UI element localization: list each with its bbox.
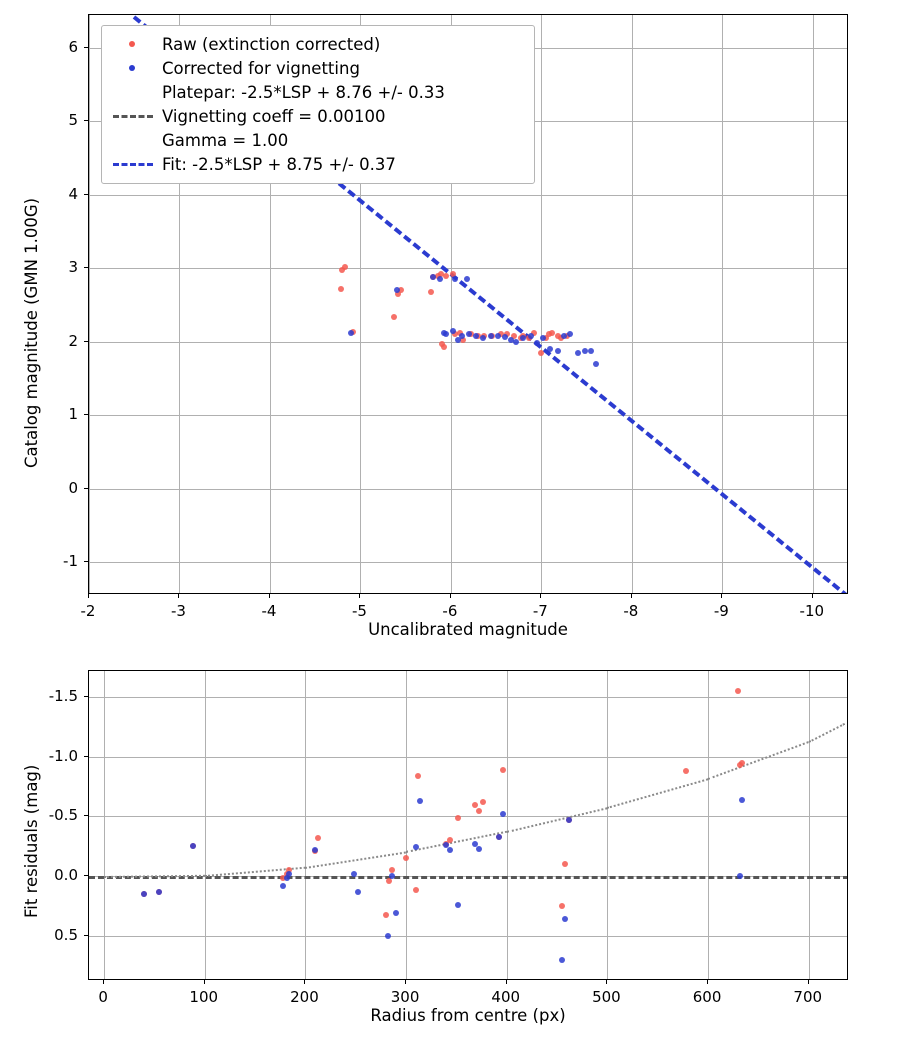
gridline-vertical [809, 671, 810, 979]
gridline-vertical [305, 671, 306, 979]
y-tick-label: -1.0 [48, 746, 78, 765]
y-tick-label: 1 [68, 405, 78, 424]
legend-label-fit: Fit: -2.5*LSP + 8.75 +/- 0.37 [162, 154, 396, 174]
legend-label-platepar: Platepar: -2.5*LSP + 8.76 +/- 0.33 [162, 82, 445, 102]
data-point [455, 902, 461, 908]
data-point [394, 287, 400, 293]
data-point [562, 861, 568, 867]
x-tick-label: -2 [80, 602, 96, 620]
y-tick [84, 488, 88, 489]
x-tick [269, 594, 270, 598]
gridline-horizontal [89, 697, 847, 698]
y-tick-label: 3 [68, 258, 78, 277]
gridline-vertical [205, 671, 206, 979]
gridline-horizontal [89, 342, 847, 343]
gridline-horizontal [89, 268, 847, 269]
data-point [480, 799, 486, 805]
data-point [739, 797, 745, 803]
gridline-vertical [89, 15, 90, 593]
vignetting-curve [808, 724, 844, 744]
data-point [737, 873, 743, 879]
x-tick-label: 600 [692, 988, 722, 1006]
x-tick-label: 400 [491, 988, 521, 1006]
data-point [455, 815, 461, 821]
data-point [561, 333, 567, 339]
x-tick-label: -6 [442, 602, 458, 620]
gridline-vertical [632, 15, 633, 593]
data-point [393, 910, 399, 916]
legend-marker-raw-icon [112, 34, 154, 54]
y-tick [84, 935, 88, 936]
legend-marker-gamma-icon [112, 130, 154, 150]
data-point [480, 335, 486, 341]
legend-marker-corrected-icon [112, 58, 154, 78]
data-point [430, 274, 436, 280]
y-tick [84, 875, 88, 876]
y-tick-label: 0 [68, 478, 78, 497]
x-tick [103, 980, 104, 984]
y-axis-label-bottom: Fit residuals (mag) [22, 764, 41, 918]
x-tick-label: 700 [793, 988, 823, 1006]
data-point [588, 348, 594, 354]
data-point [593, 361, 599, 367]
x-tick-label: 200 [290, 988, 319, 1006]
vignetting-curve [708, 741, 809, 780]
data-point [538, 350, 544, 356]
data-point [286, 871, 292, 877]
legend-item-vignetting-coeff [112, 104, 524, 128]
y-tick [84, 414, 88, 415]
data-point [476, 846, 482, 852]
data-point [495, 333, 501, 339]
y-tick [84, 47, 88, 48]
y-tick [84, 756, 88, 757]
x-tick [359, 594, 360, 598]
legend-item-fit [112, 152, 524, 176]
data-point [443, 273, 449, 279]
data-point [566, 817, 572, 823]
data-point [348, 330, 354, 336]
y-tick [84, 120, 88, 121]
y-tick-label: -0.5 [48, 806, 78, 825]
x-tick [304, 980, 305, 984]
gridline-horizontal [89, 936, 847, 937]
x-axis-label-top: Uncalibrated magnitude [368, 620, 568, 639]
data-point [488, 333, 494, 339]
data-point [476, 808, 482, 814]
data-point [156, 889, 162, 895]
data-point [735, 688, 741, 694]
x-tick-label: 100 [189, 988, 219, 1006]
data-point [443, 331, 449, 337]
legend-marker-vignetting-icon [112, 106, 154, 126]
data-point [383, 912, 389, 918]
legend-top [101, 25, 535, 184]
gridline-vertical [104, 671, 105, 979]
x-tick-label: -3 [170, 602, 186, 620]
data-point [575, 350, 581, 356]
data-point [280, 883, 286, 889]
gridline-horizontal [89, 489, 847, 490]
x-tick-label: 300 [390, 988, 420, 1006]
x-tick-label: -4 [261, 602, 277, 620]
x-tick [721, 594, 722, 598]
vignetting-curve [305, 851, 406, 868]
gridline-vertical [541, 15, 542, 593]
legend-item-corrected [112, 56, 524, 80]
data-point [338, 286, 344, 292]
data-point [413, 887, 419, 893]
data-point [559, 903, 565, 909]
gridline-horizontal [89, 816, 847, 817]
legend-marker-fit-icon [112, 154, 154, 174]
y-axis-label-top: Catalog magnitude (GMN 1.00G) [22, 197, 41, 468]
legend-marker-platepar-icon [112, 82, 154, 102]
x-tick-label: -5 [351, 602, 367, 620]
legend-label-corrected: Corrected for vignetting [162, 58, 360, 78]
y-tick [84, 194, 88, 195]
data-point [447, 847, 453, 853]
data-point [500, 767, 506, 773]
data-point [355, 889, 361, 895]
data-point [452, 276, 458, 282]
x-tick [707, 980, 708, 984]
data-point [559, 957, 565, 963]
data-point [415, 773, 421, 779]
legend-item-platepar [112, 80, 524, 104]
vignetting-curve [607, 778, 708, 809]
y-tick-label: -1.5 [48, 687, 78, 706]
data-point [472, 802, 478, 808]
y-tick [84, 341, 88, 342]
data-point [534, 340, 540, 346]
y-tick-label: 4 [68, 184, 78, 203]
y-tick [84, 696, 88, 697]
y-tick-label: 5 [68, 111, 78, 130]
data-point [312, 847, 318, 853]
y-tick-label: 0.5 [54, 925, 78, 944]
x-tick [450, 594, 451, 598]
x-tick [178, 594, 179, 598]
legend-label-vignetting-coeff: Vignetting coeff = 0.00100 [162, 106, 386, 126]
data-point [466, 331, 472, 337]
data-point [562, 916, 568, 922]
x-tick-label: 0 [98, 988, 108, 1006]
y-tick-label: -1 [63, 551, 78, 570]
data-point [141, 891, 147, 897]
x-tick-label: -9 [713, 602, 729, 620]
data-point [403, 855, 409, 861]
gridline-horizontal [89, 195, 847, 196]
legend-label-gamma: Gamma = 1.00 [162, 130, 289, 150]
data-point [385, 933, 391, 939]
gridline-horizontal [89, 562, 847, 563]
gridline-vertical [722, 15, 723, 593]
data-point [528, 333, 534, 339]
gridline-vertical [507, 671, 508, 979]
data-point [500, 811, 506, 817]
data-point [496, 834, 502, 840]
y-tick [84, 815, 88, 816]
y-tick-label: 2 [68, 331, 78, 350]
data-point [567, 331, 573, 337]
x-tick [88, 594, 89, 598]
legend-item-raw [112, 32, 524, 56]
data-point [417, 798, 423, 804]
data-point [540, 335, 546, 341]
y-tick [84, 561, 88, 562]
gridline-vertical [406, 671, 407, 979]
data-point [582, 348, 588, 354]
data-point [450, 328, 456, 334]
data-point [413, 844, 419, 850]
data-point [351, 871, 357, 877]
data-point [391, 314, 397, 320]
gridline-vertical [813, 15, 814, 593]
data-point [441, 344, 447, 350]
data-point [342, 264, 348, 270]
x-tick-label: 500 [592, 988, 621, 1006]
x-tick [808, 980, 809, 984]
data-point [520, 335, 526, 341]
y-tick [84, 267, 88, 268]
x-tick [540, 594, 541, 598]
data-point [464, 276, 470, 282]
x-tick [631, 594, 632, 598]
data-point [513, 339, 519, 345]
x-axis-label-bottom: Radius from centre (px) [370, 1006, 566, 1025]
data-point [547, 346, 553, 352]
legend-item-gamma [112, 128, 524, 152]
data-point [190, 843, 196, 849]
y-tick-label: 6 [68, 38, 78, 57]
data-point [428, 289, 434, 295]
data-point [683, 768, 689, 774]
gridline-horizontal [89, 757, 847, 758]
fit-residuals-panel [0, 650, 900, 1050]
x-tick-label: -10 [799, 602, 825, 620]
data-point [473, 333, 479, 339]
vignetting-curve [507, 807, 608, 833]
fit-residuals-plot-area [88, 670, 848, 980]
data-point [315, 835, 321, 841]
legend-label-raw: Raw (extinction corrected) [162, 34, 381, 54]
x-tick-label: -7 [532, 602, 548, 620]
x-tick [204, 980, 205, 984]
x-tick [405, 980, 406, 984]
data-point [555, 348, 561, 354]
x-tick-label: -8 [623, 602, 639, 620]
y-tick-label: 0.0 [54, 866, 78, 885]
data-point [437, 276, 443, 282]
data-point [389, 873, 395, 879]
data-point [459, 333, 465, 339]
data-point [739, 760, 745, 766]
gridline-vertical [708, 671, 709, 979]
x-tick [606, 980, 607, 984]
vignetting-curve [406, 831, 507, 853]
gridline-horizontal [89, 415, 847, 416]
gridline-vertical [607, 671, 608, 979]
x-tick [812, 594, 813, 598]
x-tick [506, 980, 507, 984]
